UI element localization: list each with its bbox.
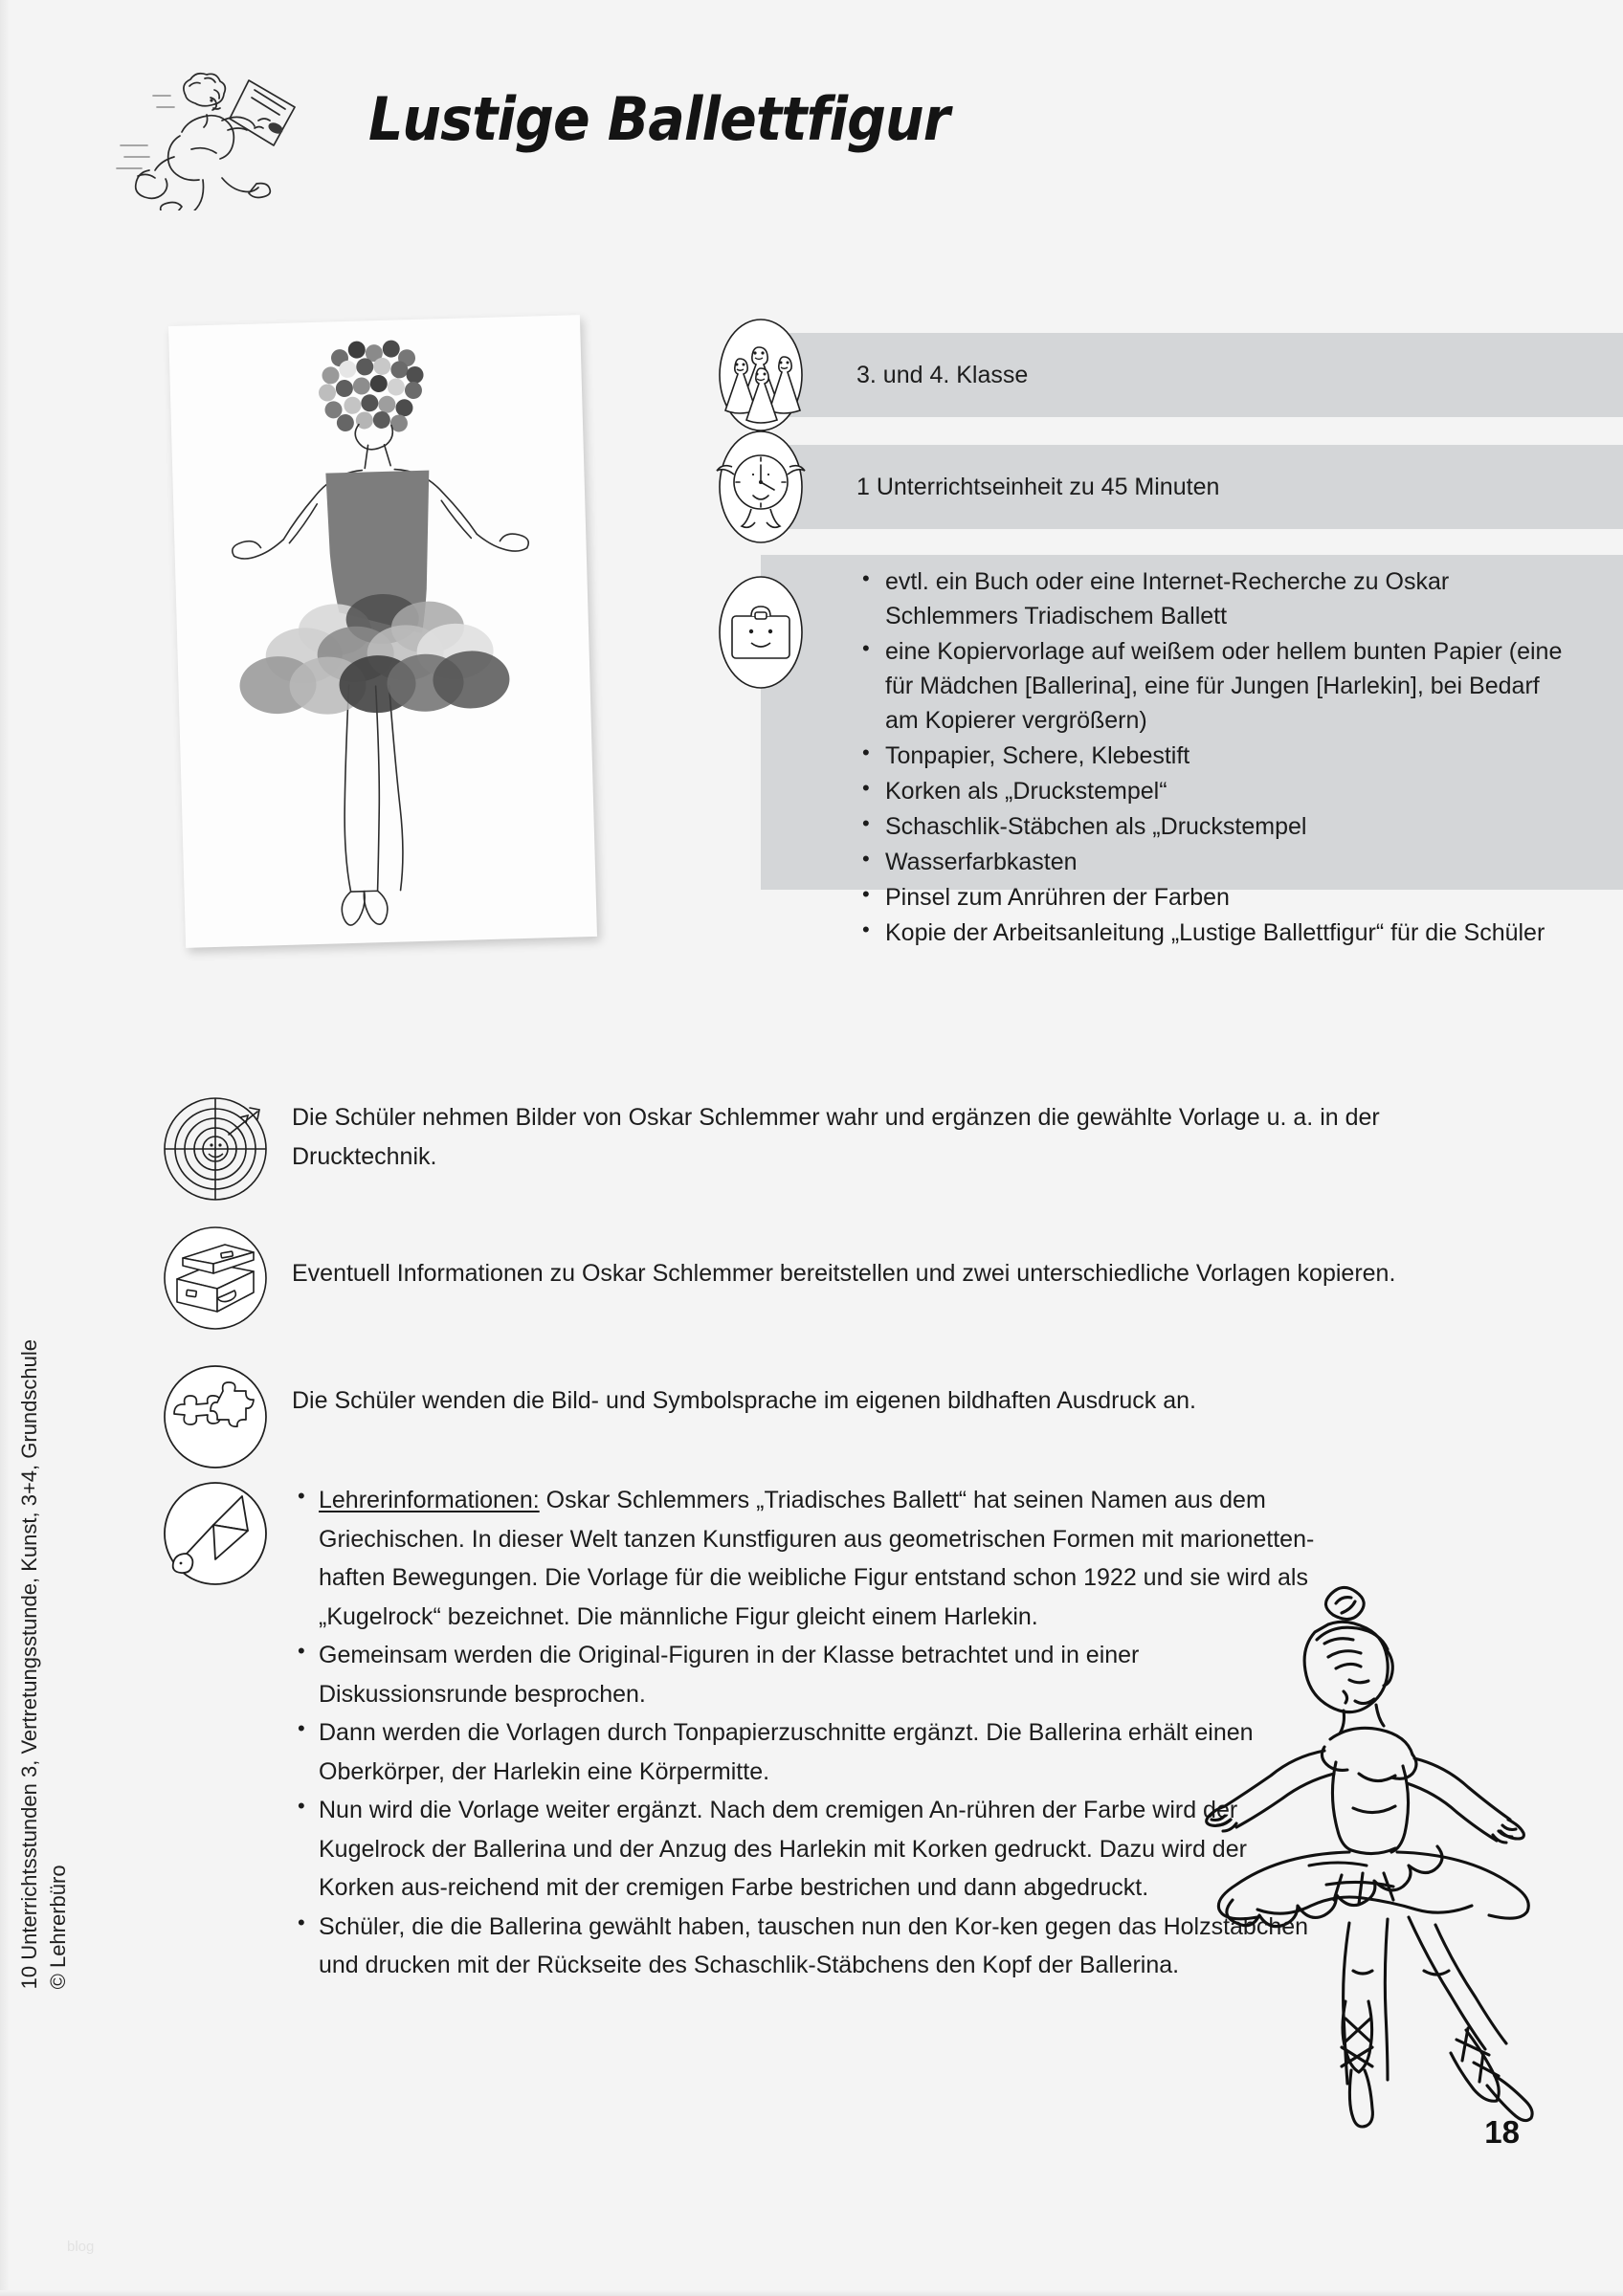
info-row-time [703, 445, 1622, 529]
list-item: • Schaschlik-Stäbchen als „Druckstempel [856, 809, 1565, 844]
page-title: Lustige Ballettfigur [368, 84, 949, 154]
sidebar-credit [17, 1339, 71, 1989]
list-item-text: Oskar Schlemmers „Triadisches Ballett“ hat seinen Namen aus dem Griechischen. In dieser Welt tanzen Kunstfiguren aus geometrischen Formen mit marionetten-haften Bewegungen. Die Vorlage für die weibliche Figur entstand schon 1922 und sie wird als „Kugelrock“ bezeichnet. Die männliche Figur gleicht einem Harlekin. [319, 1487, 1315, 1630]
list-item: • Pinsel zum Anrühren der Farben [856, 880, 1565, 915]
puzzle-pieces-icon [158, 1358, 273, 1475]
preparation-text: Eventuell Informationen zu Oskar Schlemmer bereitstellen und zwei unterschiedliche Vorlagen kopieren. [292, 1260, 1396, 1287]
page-header [115, 57, 1502, 210]
list-item: • evtl. ein Buch oder eine Internet-Recherche zu Oskar Schlemmers Triadischem Ballett [856, 564, 1565, 633]
list-item: • Wasserfarbkasten [856, 845, 1565, 879]
page-number: 18 [1484, 2114, 1520, 2150]
info-row-materials [703, 555, 1622, 946]
sidebar-source-line: 10 Unterrichtsstunden 3, Vertretungsstunde, Kunst, 3+4, Grundschule [17, 1339, 41, 1990]
info-row-class [703, 333, 1622, 417]
open-suitcase-icon [158, 1220, 273, 1336]
dart-arrow-icon [158, 1475, 273, 1592]
materials-list [856, 564, 1565, 951]
page-left-edge [0, 0, 10, 2296]
list-item: • Gemeinsam werden die Original-Figuren in der Klasse betrachtet und in einer Diskussionsrunde besprochen. [292, 1636, 1325, 1713]
list-item: • Nun wird die Vorlage weiter ergänzt. Nach dem cremigen An-rühren der Farbe wird der Kugelrock der Ballerina und der Anzug des Harlekin mit Korken gedruckt. Dazu wird der Korken aus-reichend mit der cremigen Farbe bestrichen und dann abgedruckt. [292, 1791, 1325, 1908]
duration-text: 1 Unterrichtseinheit zu 45 Minuten [856, 473, 1220, 500]
ballerina-line-drawing [1137, 1569, 1539, 2133]
teacher-info-label: Lehrerinformationen: [319, 1487, 540, 1513]
list-item: • Kopie der Arbeitsanleitung „Lustige Ballettfigur“ für die Schüler [856, 916, 1565, 950]
competence-text: Die Schüler wenden die Bild- und Symbolsprache im eigenen bildhaften Ausdruck an. [292, 1387, 1197, 1414]
list-item: • Tonpapier, Schere, Klebestift [856, 739, 1565, 773]
class-level-text: 3. und 4. Klasse [856, 361, 1029, 388]
goal-text: Die Schüler nehmen Bilder von Oskar Schlemmer wahr und ergänzen die gewählte Vorlage u. a. in der Drucktechnik. [292, 1104, 1380, 1170]
watermark: blog [67, 2239, 95, 2255]
list-item: • Dann werden die Vorlagen durch Tonpapierzuschnitte ergänzt. Die Ballerina erhält einen Oberkörper, der Harlekin eine Körpermitte. [292, 1713, 1325, 1791]
list-item: • Korken als „Druckstempel“ [856, 774, 1565, 808]
clock-icon [703, 425, 818, 549]
running-student-with-book-icon [115, 57, 316, 210]
sidebar-copyright-line: © Lehrerbüro [46, 1865, 70, 1990]
target-dartboard-icon [158, 1091, 273, 1207]
suitcase-face-icon [703, 570, 818, 695]
list-item: • eine Kopiervorlage auf weißem oder hellem bunten Papier (eine für Mädchen [Ballerina], eine für Jungen [Harlekin], bei Bedarf am Kopierer vergrößern) [856, 634, 1565, 738]
group-of-children-icon [703, 313, 818, 437]
ballerina-craft-photo [177, 320, 617, 957]
list-item: • Schüler, die die Ballerina gewählt haben, tauschen nun den Kor-ken gegen das Holzstäbchen und drucken mit der Rückseite des Schaschlik-Stäbchens den Kopf der Ballerina. [292, 1908, 1325, 1985]
page-bottom-edge [0, 2290, 1623, 2296]
